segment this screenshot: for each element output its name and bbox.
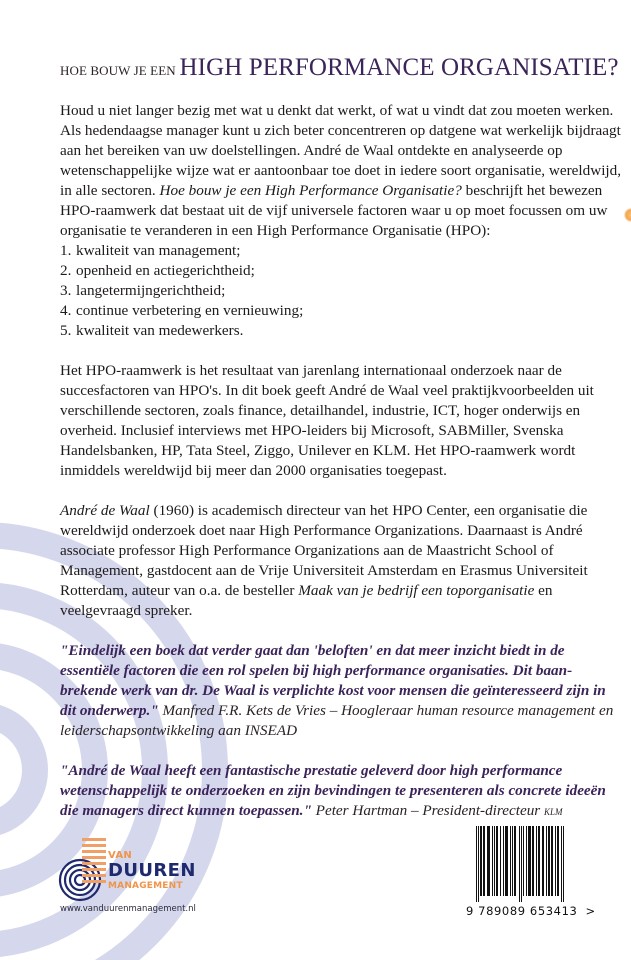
logo-text-duuren: DUUREN [108, 860, 196, 881]
barcode-bar [494, 826, 495, 896]
intro-paragraph [60, 101, 622, 241]
hpo-factors-list [60, 241, 622, 341]
list-number: 2. [60, 262, 72, 279]
barcode-bar [548, 826, 550, 896]
arc-ring [0, 715, 35, 825]
title-main: HIGH PERFORMANCE ORGANISATIE? [179, 54, 619, 81]
author-bio [60, 501, 622, 621]
list-item [60, 281, 622, 301]
publisher-logo [58, 836, 258, 920]
logo-text-management: MANAGEMENT [108, 881, 183, 891]
isbn-number: 9 789089 653413 [466, 904, 578, 918]
barcode-bar [496, 826, 498, 896]
quote-kets-de-vries [60, 641, 622, 741]
isbn-block [464, 826, 604, 926]
list-number: 1. [60, 242, 72, 259]
author-other-book: Maak van je bedrijf een toporganisatie [298, 582, 535, 599]
barcode-bar [542, 826, 544, 896]
list-number: 3. [60, 282, 72, 299]
list-text: continue verbetering en vernieuwing; [76, 302, 304, 319]
barcode-bar [492, 826, 493, 896]
barcode-bar [561, 826, 562, 902]
barcode-bar [519, 826, 520, 902]
list-text: langetermijngerichtheid; [76, 282, 226, 299]
barcode-bar [526, 826, 527, 896]
book-title [60, 52, 622, 87]
barcode-bar [510, 826, 511, 896]
edge-decoration-icon [624, 208, 631, 222]
quote-hartman [60, 761, 622, 821]
back-cover-text-column [60, 52, 622, 841]
quote-attribution: Manfred F.R. Kets de Vries – Hoogleraar human resource management en leiderschapsontwikkeling aan INSEAD [60, 702, 614, 739]
list-number: 4. [60, 302, 72, 319]
barcode-bar [555, 826, 556, 896]
isbn-barcode [474, 826, 580, 902]
barcode-bar [538, 826, 540, 896]
barcode-bar [476, 826, 477, 902]
author-text: (1960) is academisch directeur van het HPO Center, een organisatie die wereldwijd onderzoek doet naar High Performance Organizations. Daarnaast is André associate professor High Performance Organizations aan de Maastricht School of Management, gastdocent aan de Vrije Universiteit Amsterdam en Erasmus Universiteit Rotterdam, auteur van o.a. de besteller [60, 502, 588, 599]
barcode-bar [512, 826, 513, 896]
barcode-bar [546, 826, 547, 896]
barcode-bar [505, 826, 508, 896]
barcode-bar [514, 826, 516, 896]
author-text-end: en veelgevraagd spreker. [60, 582, 553, 619]
list-text: kwaliteit van medewerkers. [76, 322, 244, 339]
intro-text: Houd u niet langer bezig met wat u denkt dat werkt, of wat u vindt dat zou moeten werken. Als hedendaagse manager kunt u zich beter concentreren op datgene wat werkelijk bijdraagt aan het bereiken van uw doelstellingen. André de Waal ontdekte en analyseerde op wetenschappelijke wijze wat er aantoonbaar toe doet in iedere soort organisatie, wereldwijd, in alle sectoren. [60, 102, 622, 199]
barcode-bar [523, 826, 524, 896]
publisher-logo-icon [58, 836, 108, 906]
barcode-bar [500, 826, 501, 896]
logo-wordmark [108, 850, 196, 892]
intro-book-title: Hoe bouw je een High Performance Organisatie? [159, 182, 462, 199]
research-paragraph: Het HPO-raamwerk is het resultaat van jarenlang internationaal onderzoek naar de succesfactoren van HPO's. In dit boek geeft André de Waal veel praktijkvoorbeelden uit verschillende sectoren, zoals finance, detailhandel, industrie, ICT, hoger onderwijs en overheid. Inclusief interviews met HPO-leiders bij Microsoft, SABMiller, Svenska Handelsbanken, HP, Tata Steel, Ziggo, Unilever en KLM. Het HPO-raamwerk wordt inmiddels wereldwijd bij meer dan 2000 organisaties toegepast. [60, 362, 594, 479]
publisher-url[interactable]: www.vanduurenmanagement.nl [60, 904, 196, 914]
isbn-line [466, 904, 595, 918]
barcode-bar [563, 826, 564, 902]
barcode-bar [480, 826, 482, 896]
quote-text: "Eindelijk een boek dat verder gaat dan 'beloften' en dat meer inzicht biedt in de essentiële factoren die een rol spelen bij high performance organisaties. Dit baan-brekende werk van dr. De Waal is verplichte kost voor mensen die geïnteresseerd zijn in dit onderwerp." [60, 642, 606, 719]
barcode-bar [528, 826, 531, 896]
quote-attribution-company: klm [544, 803, 563, 818]
list-text: kwaliteit van management; [76, 242, 241, 259]
list-item [60, 241, 622, 261]
list-item [60, 261, 622, 281]
quote-attribution: Peter Hartman – President-directeur [311, 802, 544, 819]
list-number: 5. [60, 322, 72, 339]
barcode-bar [503, 826, 504, 896]
isbn-arrow: > [585, 904, 596, 918]
intro-text-end: beschrijft het bewezen HPO-raamwerk dat bestaat uit de vijf universele factoren waar u op moet focussen om uw organisatie te veranderen in een High Performance Organisatie (HPO): [60, 182, 608, 239]
quote-text: "André de Waal heeft een fantastische prestatie geleverd door high performance wetenschappelijk te onderzoeken en zijn bevindingen te presenteren als concrete ideeën die managers direct kunnen toepassen." [60, 762, 606, 819]
barcode-bar [557, 826, 559, 896]
barcode-bar [487, 826, 490, 896]
title-prefix: HOE BOUW JE EEN [60, 63, 176, 78]
logo-text-van: VAN [108, 850, 133, 861]
list-item [60, 321, 622, 341]
barcode-bar [532, 826, 534, 896]
list-text: openheid en actiegerichtheid; [76, 262, 255, 279]
barcode-bar [551, 826, 553, 896]
barcode-bar [483, 826, 485, 896]
barcode-bar [478, 826, 479, 902]
author-name: André de Waal [60, 502, 150, 519]
list-item [60, 301, 622, 321]
barcode-bar [521, 826, 522, 902]
barcode-bar [536, 826, 537, 896]
